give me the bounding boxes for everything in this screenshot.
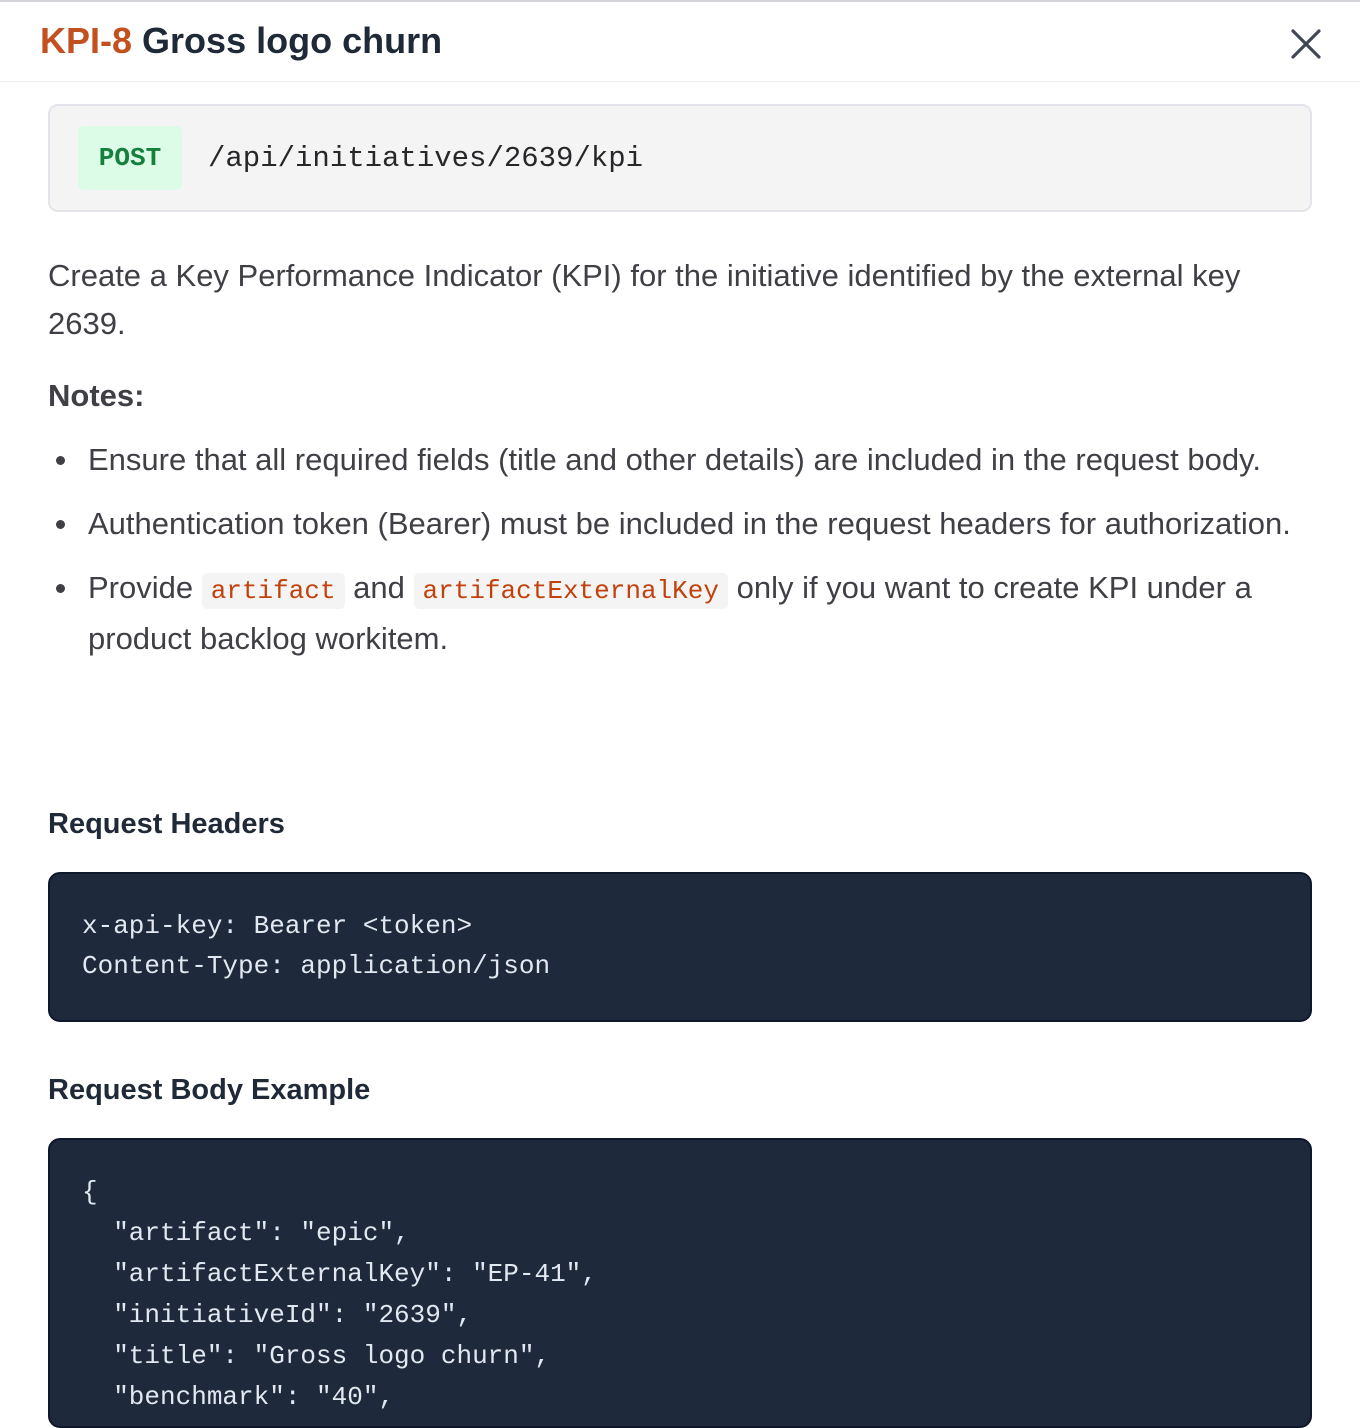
note-prefix: Provide bbox=[88, 570, 202, 605]
modal-title bbox=[40, 20, 442, 62]
code-line: "initiativeId": "2639", bbox=[82, 1300, 473, 1330]
inline-code-artifact: artifact bbox=[202, 573, 345, 609]
code-line: Content-Type: application/json bbox=[82, 951, 551, 981]
code-line: "artifact": "epic", bbox=[82, 1218, 410, 1248]
request-headers-code-block bbox=[48, 872, 1312, 1022]
request-body-code-block bbox=[48, 1138, 1312, 1428]
request-body-heading: Request Body Example bbox=[48, 1074, 371, 1106]
endpoint-path[interactable]: /api/initiatives/2639/kpi bbox=[208, 142, 644, 175]
endpoint-box bbox=[48, 104, 1312, 212]
notes-heading: Notes: bbox=[48, 378, 145, 413]
endpoint-description: Create a Key Performance Indicator (KPI) for the initiative identified by the external key 2639. bbox=[48, 258, 1241, 341]
note-suffix: only if you want to create KPI under a product backlog workitem. bbox=[88, 570, 1252, 656]
note-item bbox=[48, 500, 1318, 548]
note-middle: and bbox=[344, 570, 414, 605]
note-text: Ensure that all required fields (title and other details) are included in the request body. bbox=[88, 442, 1261, 477]
kpi-key: KPI-8 bbox=[40, 20, 133, 61]
close-icon bbox=[1291, 29, 1321, 59]
code-line: "benchmark": "40", bbox=[82, 1382, 395, 1412]
method-badge: POST bbox=[78, 126, 182, 190]
request-headers-heading: Request Headers bbox=[48, 808, 285, 840]
kpi-title: Gross logo churn bbox=[142, 20, 443, 61]
notes-list bbox=[48, 436, 1318, 679]
close-button[interactable] bbox=[1286, 24, 1326, 64]
inline-code-artifact-external-key: artifactExternalKey bbox=[414, 573, 728, 609]
note-text: Authentication token (Bearer) must be included in the request headers for authorization. bbox=[88, 506, 1291, 541]
note-item bbox=[48, 564, 1318, 663]
modal-header bbox=[0, 2, 1360, 82]
code-line: { bbox=[82, 1177, 98, 1207]
note-item bbox=[48, 436, 1318, 484]
code-line: x-api-key: Bearer <token> bbox=[82, 911, 473, 941]
code-line: "title": "Gross logo churn", bbox=[82, 1341, 551, 1371]
code-line: "artifactExternalKey": "EP-41", bbox=[82, 1259, 597, 1289]
